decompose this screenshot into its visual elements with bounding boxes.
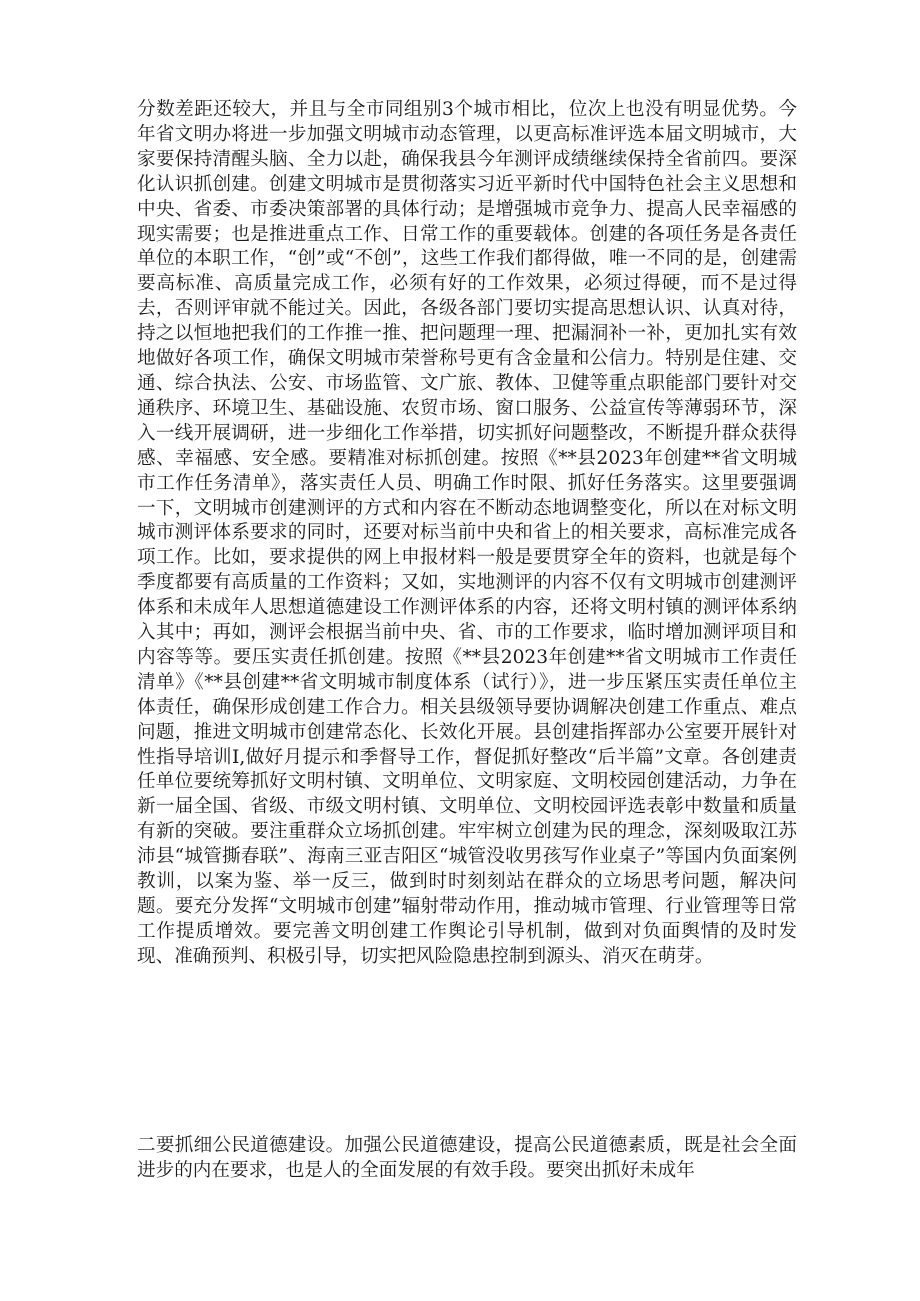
body-paragraph-1: 分数差距还较大，并且与全市同组别3个城市相比，位次上也没有明显优势。今年省文明办将进一步加强文明城市动态管理，以更高标准评选本届文明城市，大家要保持清醒头脑、全力以赴，确保我县今年测评成绩继续保持全省前四。要深化认识抓创建。创建文明城市是贯彻落实习近平新时代中国特色社会主义思想和中央、省委、市委决策部署的具体行动；是增强城市竞争力、提高人民幸福感的现实需要；也是推进重点工作、日常工作的重要载体。创建的各项任务是各责任单位的本职工作，“创”或“不创”，这些工作我们都得做，唯一不同的是，创建需要高标准、高质量完成工作，必须有好的工作效果，必须过得硬，而不是过得去，否则评审就不能过关。因此，各级各部门要切实提高思想认识、认真对待，持之以恒地把我们的工作推一推、把问题理一理、把漏洞补一补，更加扎实有效地做好各项工作，确保文明城市荣誉称号更有含金量和公信力。特别是住建、交通、综合执法、公安、市场监管、文广旅、教体、卫健等重点职能部门要针对交通秩序、环境卫生、基础设施、农贸市场、窗口服务、公益宣传等薄弱环节，深入一线开展调研，进一步细化工作举措，切实抓好问题整改，不断提升群众获得感、幸福感、安全感。要精准对标抓创建。按照《**县2023年创建**省文明城市工作任务清单》，落实责任人员、明确工作时限、抓好任务落实。这里要强调一下，文明城市创建测评的方式和内容在不断动态地调整变化，所以在对标文明城市测评体系要求的同时，还要对标当前中央和省上的相关要求，高标准完成各项工作。比如，要求提供的网上申报材料一般是要贯穿全年的资料，也就是每个季度都要有高质量的工作资料；又如，实地测评的内容不仅有文明城市创建测评体系和未成年人思想道德建设工作测评体系的内容，还将文明村镇的测评体系纳入其中；再如，测评会根据当前中央、省、市的工作要求，临时增加测评项目和内容等等。要压实责任抓创建。按照《**县2023年创建**省文明城市工作责任清单》《**县创建**省文明城市制度体系（试行）》，进一步压紧压实责任单位主体责任，确保形成创建工作合力。相关县级领导要协调解决创建工作重点、难点问题，推进文明城市创建常态化、长效化开展。县创建指挥部办公室要开展针对性指导培训I,做好月提示和季督导工作，督促抓好整改“后半篇”文章。各创建责任单位要统筹抓好文明村镇、文明单位、文明家庭、文明校园创建活动，力争在新一届全国、省级、市级文明村镇、文明单位、文明校园评选表彰中数量和质量有新的突破。要注重群众立场抓创建。牢牢树立创建为民的理念，深刻吸取江苏沛县“城管撕春联”、海南三亚吉阳区“城管没收男孩写作业桌子”等国内负面案例教训，以案为鉴、举一反三，做到时时刻刻站在群众的立场思考问题，解决问题。要充分发挥“文明城市创建”辐射带动作用，推动城市管理、行业管理等日常工作提质增效。要完善文明创建工作舆论引导机制，做到对负面舆情的及时发现、准确预判、积极引导，切实把风险隐患控制到源头、消灭在萌芽。 <box>137 99 797 967</box>
body-paragraph-2: 二要抓细公民道德建设。加强公民道德建设，提高公民道德素质，既是社会全面进步的内在要求，也是人的全面发展的有效手段。要突出抓好未成年 <box>137 1135 797 1181</box>
